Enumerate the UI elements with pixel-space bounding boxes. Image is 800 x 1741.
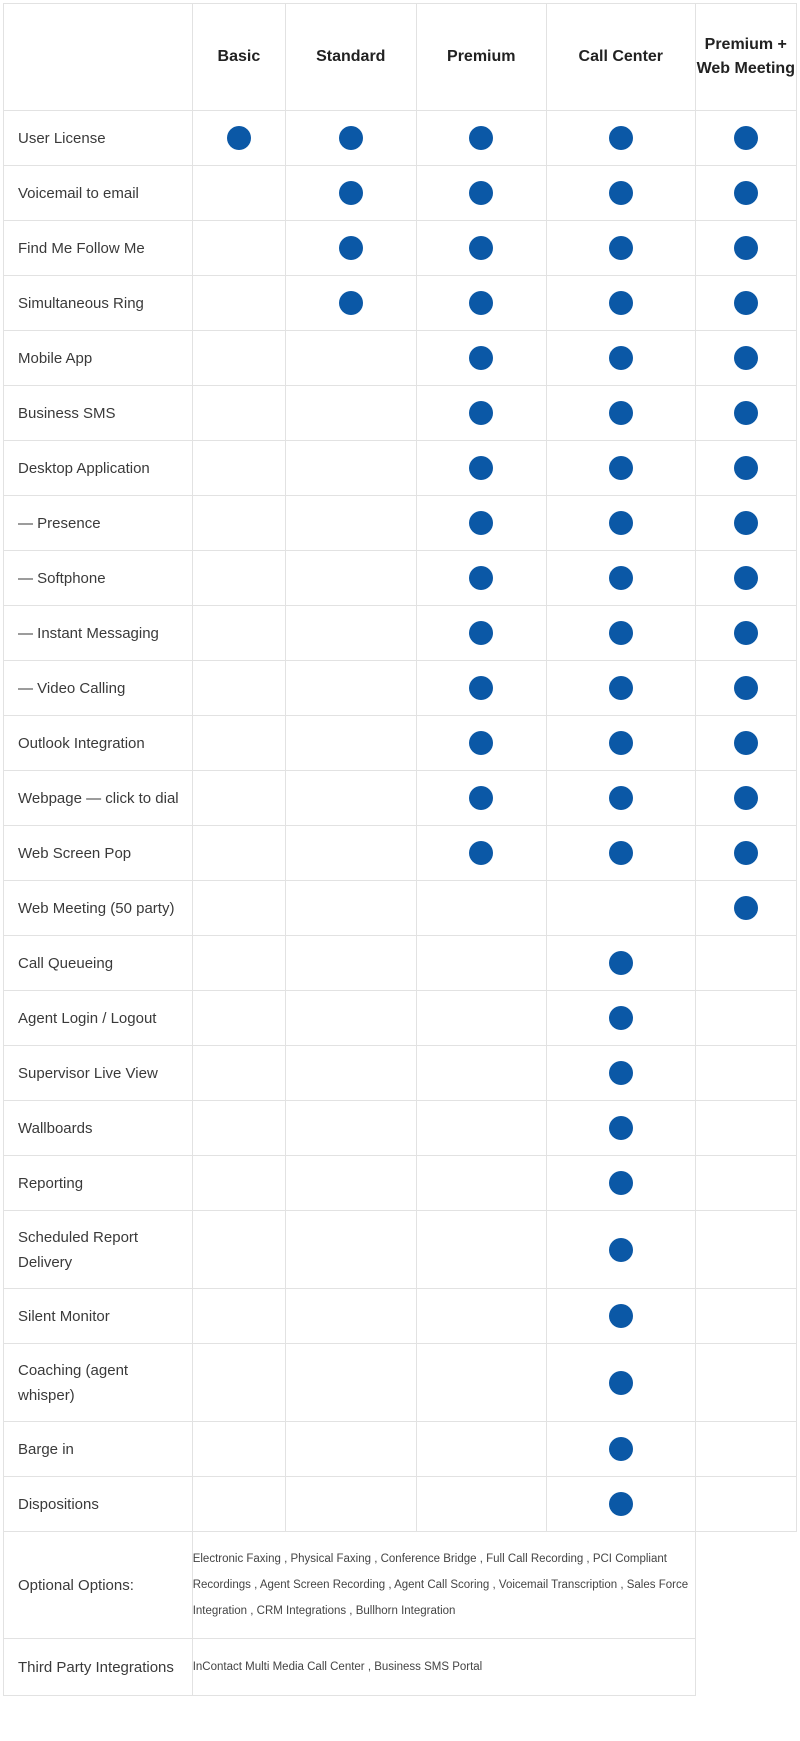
cell-basic xyxy=(192,386,285,441)
cell-basic xyxy=(192,936,285,991)
included-dot-icon xyxy=(469,731,493,755)
feature-label: Find Me Follow Me xyxy=(4,221,193,276)
cell-call-center xyxy=(547,881,696,936)
cell-standard xyxy=(286,991,416,1046)
included-dot-icon xyxy=(734,346,758,370)
cell-standard xyxy=(286,936,416,991)
table-row xyxy=(4,826,797,881)
cell-call-center xyxy=(547,716,696,771)
included-dot-icon xyxy=(609,676,633,700)
included-dot-icon xyxy=(609,1116,633,1140)
cell-premium xyxy=(416,1344,546,1422)
included-dot-icon xyxy=(469,786,493,810)
cell-premium xyxy=(416,111,546,166)
included-dot-icon xyxy=(734,126,758,150)
included-dot-icon xyxy=(469,456,493,480)
cell-basic xyxy=(192,441,285,496)
cell-call-center xyxy=(547,166,696,221)
included-dot-icon xyxy=(469,511,493,535)
included-dot-icon xyxy=(609,621,633,645)
table-row xyxy=(4,441,797,496)
feature-label: Business SMS xyxy=(4,386,193,441)
cell-standard xyxy=(286,826,416,881)
feature-label: Barge in xyxy=(4,1422,193,1477)
cell-basic xyxy=(192,551,285,606)
cell-premium-web-meeting xyxy=(695,1477,796,1532)
feature-label: Wallboards xyxy=(4,1101,193,1156)
header-feature xyxy=(4,4,193,111)
cell-premium xyxy=(416,936,546,991)
included-dot-icon xyxy=(609,841,633,865)
included-dot-icon xyxy=(734,896,758,920)
feature-label: — Softphone xyxy=(4,551,193,606)
included-dot-icon xyxy=(609,236,633,260)
cell-premium xyxy=(416,331,546,386)
cell-premium-web-meeting xyxy=(695,221,796,276)
header-row xyxy=(4,4,797,111)
table-row xyxy=(4,1101,797,1156)
cell-premium-web-meeting xyxy=(695,551,796,606)
cell-premium-web-meeting xyxy=(695,1156,796,1211)
cell-premium xyxy=(416,386,546,441)
cell-basic xyxy=(192,1046,285,1101)
included-dot-icon xyxy=(609,346,633,370)
included-dot-icon xyxy=(609,1171,633,1195)
cell-basic xyxy=(192,1289,285,1344)
cell-premium-web-meeting xyxy=(695,1422,796,1477)
cell-premium-web-meeting xyxy=(695,1101,796,1156)
included-dot-icon xyxy=(469,236,493,260)
cell-call-center xyxy=(547,1211,696,1289)
cell-call-center xyxy=(547,331,696,386)
cell-premium-web-meeting xyxy=(695,771,796,826)
cell-premium xyxy=(416,1046,546,1101)
included-dot-icon xyxy=(469,621,493,645)
cell-call-center xyxy=(547,276,696,331)
included-dot-icon xyxy=(469,181,493,205)
included-dot-icon xyxy=(609,401,633,425)
included-dot-icon xyxy=(339,236,363,260)
cell-basic xyxy=(192,111,285,166)
cell-premium-web-meeting xyxy=(695,331,796,386)
cell-premium-web-meeting xyxy=(695,1211,796,1289)
table-row xyxy=(4,991,797,1046)
included-dot-icon xyxy=(609,951,633,975)
cell-standard xyxy=(286,441,416,496)
cell-standard xyxy=(286,111,416,166)
cell-premium xyxy=(416,1156,546,1211)
table-row xyxy=(4,1046,797,1101)
table-row xyxy=(4,386,797,441)
cell-premium xyxy=(416,1289,546,1344)
cell-call-center xyxy=(547,496,696,551)
cell-premium xyxy=(416,716,546,771)
cell-standard xyxy=(286,331,416,386)
cell-call-center xyxy=(547,221,696,276)
feature-label: Desktop Application xyxy=(4,441,193,496)
blank-cell xyxy=(695,1532,796,1639)
cell-premium-web-meeting xyxy=(695,716,796,771)
cell-call-center xyxy=(547,1046,696,1101)
header-premium: Premium xyxy=(416,4,546,111)
feature-label: — Instant Messaging xyxy=(4,606,193,661)
cell-premium xyxy=(416,661,546,716)
included-dot-icon xyxy=(734,291,758,315)
included-dot-icon xyxy=(734,621,758,645)
cell-call-center xyxy=(547,606,696,661)
feature-label: — Video Calling xyxy=(4,661,193,716)
table-row xyxy=(4,111,797,166)
cell-premium xyxy=(416,441,546,496)
feature-label: Web Meeting (50 party) xyxy=(4,881,193,936)
included-dot-icon xyxy=(734,181,758,205)
cell-premium xyxy=(416,881,546,936)
table-row xyxy=(4,1422,797,1477)
feature-label: Webpage — click to dial xyxy=(4,771,193,826)
optional-options-label: Optional Options: xyxy=(4,1532,193,1639)
cell-call-center xyxy=(547,441,696,496)
cell-standard xyxy=(286,386,416,441)
included-dot-icon xyxy=(734,456,758,480)
included-dot-icon xyxy=(734,731,758,755)
cell-basic xyxy=(192,221,285,276)
cell-standard xyxy=(286,661,416,716)
cell-premium xyxy=(416,276,546,331)
cell-standard xyxy=(286,1101,416,1156)
table-row xyxy=(4,1211,797,1289)
cell-premium xyxy=(416,551,546,606)
cell-basic xyxy=(192,1101,285,1156)
cell-premium-web-meeting xyxy=(695,496,796,551)
cell-premium-web-meeting xyxy=(695,1289,796,1344)
table-row xyxy=(4,1156,797,1211)
included-dot-icon xyxy=(734,401,758,425)
included-dot-icon xyxy=(469,126,493,150)
included-dot-icon xyxy=(469,401,493,425)
cell-call-center xyxy=(547,661,696,716)
cell-premium xyxy=(416,221,546,276)
cell-call-center xyxy=(547,551,696,606)
feature-label: Silent Monitor xyxy=(4,1289,193,1344)
included-dot-icon xyxy=(469,566,493,590)
cell-standard xyxy=(286,1344,416,1422)
third-party-label: Third Party Integrations xyxy=(4,1639,193,1696)
cell-standard xyxy=(286,496,416,551)
cell-premium xyxy=(416,771,546,826)
table-body xyxy=(4,111,797,1696)
included-dot-icon xyxy=(609,1006,633,1030)
table-row xyxy=(4,551,797,606)
feature-label: Dispositions xyxy=(4,1477,193,1532)
cell-premium-web-meeting xyxy=(695,661,796,716)
cell-premium xyxy=(416,1422,546,1477)
header-basic: Basic xyxy=(192,4,285,111)
header-standard: Standard xyxy=(286,4,416,111)
feature-label: Voicemail to email xyxy=(4,166,193,221)
cell-premium xyxy=(416,1101,546,1156)
included-dot-icon xyxy=(469,841,493,865)
table-row xyxy=(4,771,797,826)
cell-premium-web-meeting xyxy=(695,991,796,1046)
feature-label: Simultaneous Ring xyxy=(4,276,193,331)
cell-standard xyxy=(286,771,416,826)
feature-label: — Presence xyxy=(4,496,193,551)
included-dot-icon xyxy=(609,126,633,150)
included-dot-icon xyxy=(609,291,633,315)
included-dot-icon xyxy=(609,456,633,480)
feature-label: User License xyxy=(4,111,193,166)
cell-call-center xyxy=(547,991,696,1046)
cell-premium-web-meeting xyxy=(695,166,796,221)
cell-premium-web-meeting xyxy=(695,1046,796,1101)
cell-basic xyxy=(192,1344,285,1422)
cell-standard xyxy=(286,1422,416,1477)
included-dot-icon xyxy=(227,126,251,150)
included-dot-icon xyxy=(609,1061,633,1085)
cell-premium xyxy=(416,606,546,661)
table-row xyxy=(4,881,797,936)
cell-standard xyxy=(286,551,416,606)
included-dot-icon xyxy=(609,566,633,590)
cell-basic xyxy=(192,991,285,1046)
cell-basic xyxy=(192,496,285,551)
cell-basic xyxy=(192,1422,285,1477)
cell-standard xyxy=(286,276,416,331)
cell-basic xyxy=(192,276,285,331)
included-dot-icon xyxy=(339,291,363,315)
cell-call-center xyxy=(547,1289,696,1344)
cell-call-center xyxy=(547,111,696,166)
third-party-text: InContact Multi Media Call Center , Business SMS Portal xyxy=(192,1639,695,1696)
table-row xyxy=(4,661,797,716)
table-row xyxy=(4,716,797,771)
blank-cell xyxy=(695,1639,796,1696)
cell-premium-web-meeting xyxy=(695,1344,796,1422)
included-dot-icon xyxy=(609,1437,633,1461)
included-dot-icon xyxy=(609,731,633,755)
included-dot-icon xyxy=(734,841,758,865)
included-dot-icon xyxy=(734,511,758,535)
cell-standard xyxy=(286,1289,416,1344)
included-dot-icon xyxy=(469,291,493,315)
table-row xyxy=(4,606,797,661)
cell-premium xyxy=(416,1211,546,1289)
included-dot-icon xyxy=(609,1492,633,1516)
cell-premium-web-meeting xyxy=(695,111,796,166)
cell-premium-web-meeting xyxy=(695,606,796,661)
included-dot-icon xyxy=(609,181,633,205)
optional-options-text: Electronic Faxing , Physical Faxing , Conference Bridge , Full Call Recording , PCI Compliant Recordings , Agent Screen Recording , Agent Call Scoring , Voicemail Transcription , Sales Force Integration , CRM Integrations , Bullhorn Integration xyxy=(192,1532,695,1639)
cell-call-center xyxy=(547,1477,696,1532)
table-row xyxy=(4,276,797,331)
table-row xyxy=(4,331,797,386)
included-dot-icon xyxy=(609,1304,633,1328)
third-party-row xyxy=(4,1639,797,1696)
included-dot-icon xyxy=(609,1238,633,1262)
cell-standard xyxy=(286,166,416,221)
feature-label: Web Screen Pop xyxy=(4,826,193,881)
included-dot-icon xyxy=(734,236,758,260)
cell-standard xyxy=(286,1156,416,1211)
table-row xyxy=(4,1344,797,1422)
cell-premium-web-meeting xyxy=(695,936,796,991)
cell-basic xyxy=(192,881,285,936)
included-dot-icon xyxy=(609,786,633,810)
cell-premium-web-meeting xyxy=(695,441,796,496)
cell-standard xyxy=(286,1477,416,1532)
table-row xyxy=(4,496,797,551)
cell-standard xyxy=(286,881,416,936)
included-dot-icon xyxy=(609,1371,633,1395)
header-premium-web-meeting: Premium + Web Meeting xyxy=(695,4,796,111)
optional-options-row xyxy=(4,1532,797,1639)
included-dot-icon xyxy=(469,346,493,370)
cell-call-center xyxy=(547,1422,696,1477)
cell-premium xyxy=(416,1477,546,1532)
cell-basic xyxy=(192,331,285,386)
feature-label: Mobile App xyxy=(4,331,193,386)
included-dot-icon xyxy=(734,676,758,700)
feature-label: Agent Login / Logout xyxy=(4,991,193,1046)
table-row xyxy=(4,936,797,991)
cell-basic xyxy=(192,1211,285,1289)
feature-label: Call Queueing xyxy=(4,936,193,991)
included-dot-icon xyxy=(339,126,363,150)
cell-premium xyxy=(416,826,546,881)
cell-premium-web-meeting xyxy=(695,826,796,881)
cell-basic xyxy=(192,1477,285,1532)
cell-basic xyxy=(192,771,285,826)
cell-call-center xyxy=(547,1344,696,1422)
feature-label: Outlook Integration xyxy=(4,716,193,771)
cell-basic xyxy=(192,826,285,881)
table-row xyxy=(4,1289,797,1344)
cell-call-center xyxy=(547,1156,696,1211)
cell-call-center xyxy=(547,386,696,441)
cell-standard xyxy=(286,716,416,771)
cell-basic xyxy=(192,716,285,771)
cell-premium xyxy=(416,991,546,1046)
cell-standard xyxy=(286,1046,416,1101)
feature-label: Coaching (agent whisper) xyxy=(4,1344,193,1422)
feature-label: Scheduled Report Delivery xyxy=(4,1211,193,1289)
cell-basic xyxy=(192,1156,285,1211)
cell-premium-web-meeting xyxy=(695,386,796,441)
cell-premium xyxy=(416,496,546,551)
included-dot-icon xyxy=(469,676,493,700)
included-dot-icon xyxy=(734,566,758,590)
cell-call-center xyxy=(547,771,696,826)
included-dot-icon xyxy=(339,181,363,205)
cell-premium-web-meeting xyxy=(695,276,796,331)
feature-label: Reporting xyxy=(4,1156,193,1211)
cell-basic xyxy=(192,606,285,661)
included-dot-icon xyxy=(734,786,758,810)
cell-basic xyxy=(192,166,285,221)
cell-standard xyxy=(286,1211,416,1289)
cell-premium xyxy=(416,166,546,221)
table-row xyxy=(4,1477,797,1532)
cell-call-center xyxy=(547,826,696,881)
feature-comparison-table xyxy=(3,3,797,1696)
cell-premium-web-meeting xyxy=(695,881,796,936)
feature-label: Supervisor Live View xyxy=(4,1046,193,1101)
cell-call-center xyxy=(547,1101,696,1156)
cell-standard xyxy=(286,606,416,661)
cell-basic xyxy=(192,661,285,716)
included-dot-icon xyxy=(609,511,633,535)
table-row xyxy=(4,166,797,221)
table-row xyxy=(4,221,797,276)
cell-call-center xyxy=(547,936,696,991)
header-call-center: Call Center xyxy=(547,4,696,111)
cell-standard xyxy=(286,221,416,276)
